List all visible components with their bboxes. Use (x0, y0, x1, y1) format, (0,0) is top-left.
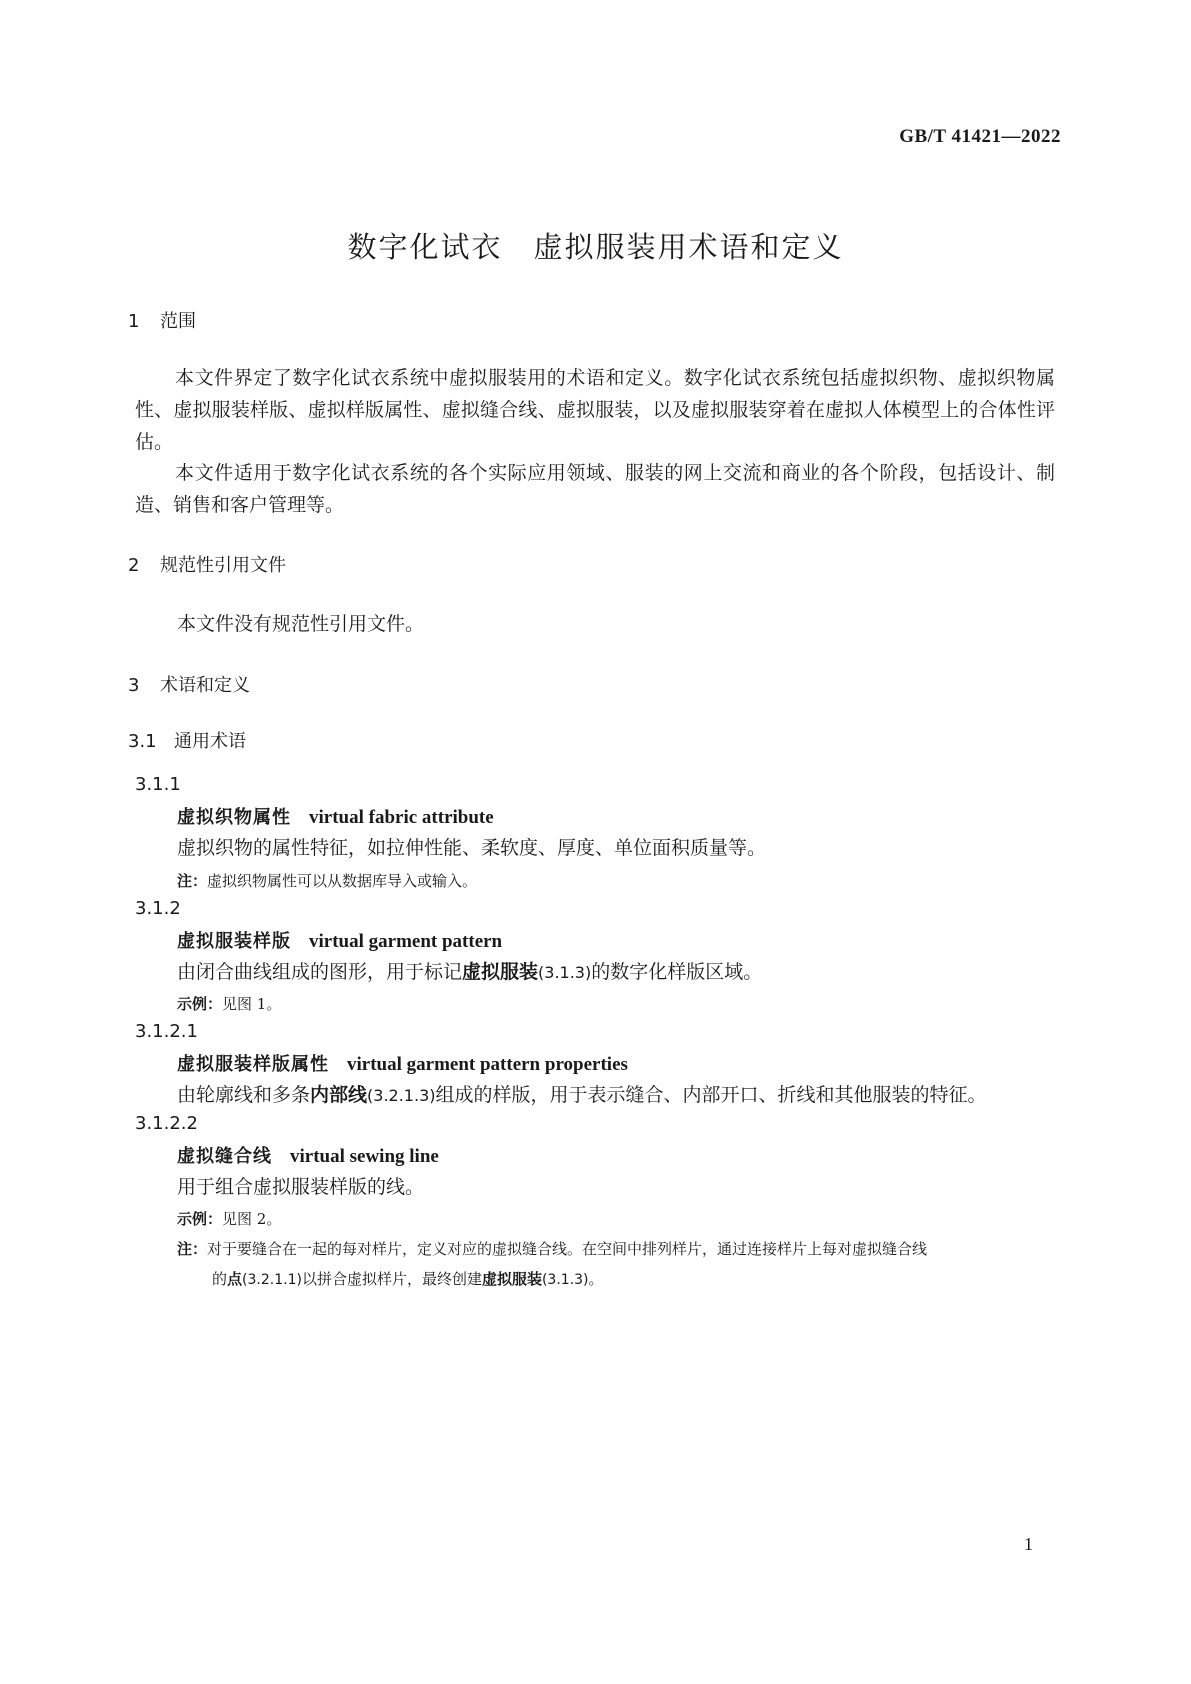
clause-number-3-1-2-1: 3.1.2.1 (135, 1021, 198, 1042)
note-text: 的 (212, 1270, 228, 1288)
definition-text: 的数字化样版区域。 (591, 961, 763, 983)
definition-3-1-1: 虚拟织物的属性特征，如拉伸性能、柔软度、厚度、单位面积质量等。 (177, 837, 767, 859)
term-english: virtual garment pattern (309, 931, 503, 952)
definition-text: 由闭合曲线组成的图形，用于标记 (177, 961, 463, 983)
example-label: 示例： (177, 995, 223, 1013)
term-3-1-2-2 (177, 1142, 439, 1168)
note-label: 注： (177, 1240, 208, 1258)
note-label: 注： (177, 872, 208, 890)
term-3-1-2-1 (177, 1050, 628, 1076)
term-chinese: 虚拟织物属性 (177, 807, 291, 828)
example-3-1-2-2 (177, 1208, 281, 1229)
cross-reference-term: 虚拟服装 (481, 1270, 542, 1288)
cross-reference-term: 点 (227, 1270, 243, 1288)
section-number: 2 (128, 555, 140, 576)
definition-3-1-2 (177, 957, 762, 984)
definition-text: 组成的样版，用于表示缝合、内部开口、折线和其他服装的特征。 (435, 1084, 987, 1106)
note-text: 虚拟织物属性可以从数据库导入或输入。 (207, 872, 478, 890)
references-paragraph: 本文件没有规范性引用文件。 (177, 613, 425, 635)
section-title: 范围 (160, 311, 196, 332)
cross-reference-number: (3.2.1.3) (367, 1086, 436, 1105)
scope-paragraph-1: 本文件界定了数字化试衣系统中虚拟服装用的术语和定义。数字化试衣系统包括虚拟织物、虚拟织物属性、虚拟服装样版、虚拟样版属性、虚拟缝合线、虚拟服装，以及虚拟服装穿着在虚拟人体模型上的合体性评估。 (135, 367, 1055, 453)
standard-number: GB/T 41421—2022 (899, 126, 1061, 147)
cross-reference-number: (3.1.3) (538, 963, 592, 982)
note-3-1-2-2-line-1 (177, 1238, 927, 1259)
scope-paragraph-2: 本文件适用于数字化试衣系统的各个实际应用领域、服装的网上交流和商业的各个阶段，包括设计、制造、销售和客户管理等。 (135, 462, 1055, 516)
definition-text: 由轮廓线和多条 (177, 1084, 311, 1106)
cross-reference-term: 虚拟服装 (462, 961, 539, 983)
cross-reference-number: (3.1.3) (541, 1272, 589, 1288)
note-3-1-2-2-line-2 (212, 1268, 604, 1289)
term-chinese: 虚拟服装样版 (177, 931, 291, 952)
definition-3-1-2-2: 用于组合虚拟服装样版的线。 (177, 1176, 425, 1198)
section-1-heading (128, 307, 196, 333)
term-english: virtual fabric attribute (309, 807, 494, 828)
subsection-number: 3.1 (128, 731, 157, 752)
term-english: virtual garment pattern properties (347, 1054, 628, 1075)
subsection-title: 通用术语 (174, 731, 246, 752)
term-english: virtual sewing line (290, 1146, 439, 1167)
section-3-heading (128, 671, 250, 697)
cross-reference-term: 内部线 (310, 1084, 368, 1106)
section-2-heading (128, 551, 286, 577)
note-text: 对于要缝合在一起的每对样片，定义对应的虚拟缝合线。在空间中排列样片，通过连接样片上每对虚拟缝合线 (207, 1240, 928, 1258)
example-text: 见图 1。 (222, 995, 282, 1013)
note-text: 以拼合虚拟样片，最终创建 (301, 1270, 482, 1288)
term-chinese: 虚拟服装样版属性 (177, 1054, 329, 1075)
clause-number-3-1-2-2: 3.1.2.2 (135, 1113, 198, 1134)
term-chinese: 虚拟缝合线 (177, 1146, 272, 1167)
clause-number-3-1-2: 3.1.2 (135, 898, 181, 919)
note-text: 。 (588, 1270, 604, 1288)
section-number: 3 (128, 675, 140, 696)
document-title: 数字化试衣 虚拟服装用术语和定义 (347, 230, 844, 264)
term-3-1-2 (177, 927, 502, 953)
note-3-1-1 (177, 870, 477, 891)
subsection-3-1-heading (128, 727, 246, 753)
term-3-1-1 (177, 803, 494, 829)
example-3-1-2 (177, 993, 281, 1014)
page-number: 1 (1024, 1534, 1033, 1554)
section-number: 1 (128, 311, 140, 332)
section-title: 术语和定义 (160, 675, 250, 696)
clause-number-3-1-1: 3.1.1 (135, 774, 181, 795)
cross-reference-number: (3.2.1.1) (242, 1272, 302, 1288)
definition-3-1-2-1 (177, 1080, 987, 1107)
example-text: 见图 2。 (222, 1210, 282, 1228)
example-label: 示例： (177, 1210, 223, 1228)
section-title: 规范性引用文件 (160, 555, 286, 576)
